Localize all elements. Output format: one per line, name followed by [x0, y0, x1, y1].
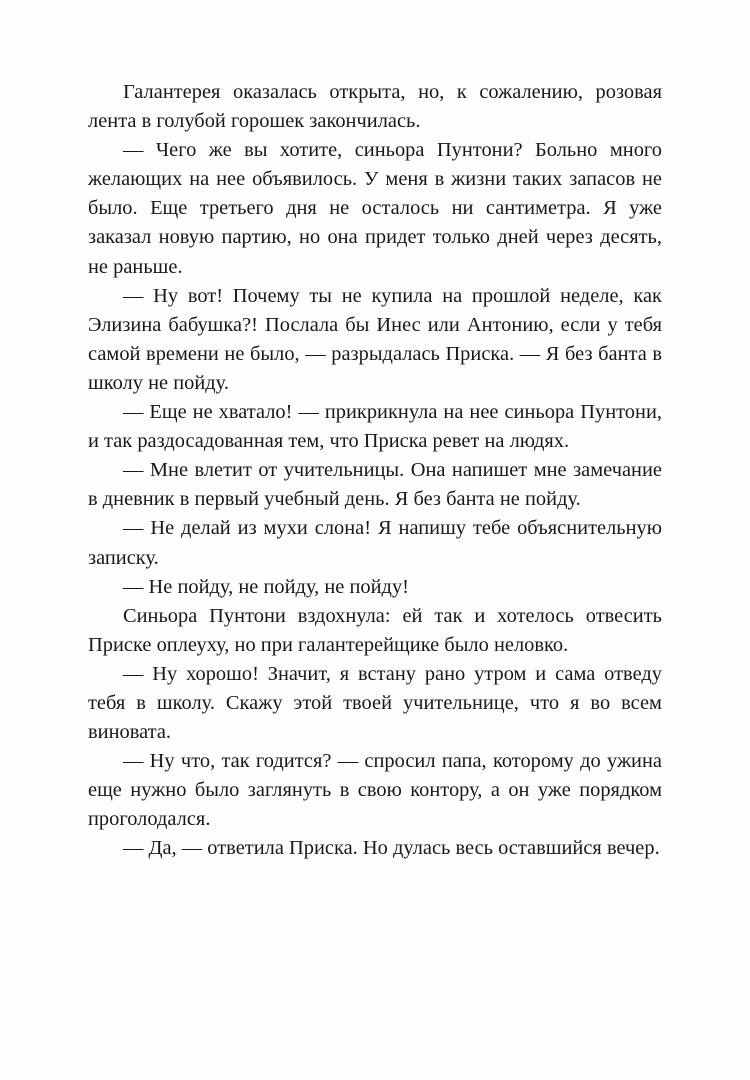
paragraph: — Ну что, так годится? — спросил папа, которому до ужина еще нужно было заглянуть в свою контору, а он уже порядком проголодался.	[88, 750, 662, 831]
paragraph: — Не пойду, не пойду, не пойду!	[123, 575, 409, 598]
paragraph: Синьора Пунтони вздохнула: ей так и хотелось отвесить Приске оплеуху, но при галантерейщике было неловко.	[88, 604, 662, 656]
paragraph: — Чего же вы хотите, синьора Пунтони? Больно много желающих на нее объявилось. У меня в жизни таких запасов не было. Еще третьего дня не осталось ни сантиметра. Я уже заказал новую партию, но она придет только дней через десять, не раньше.	[88, 139, 662, 278]
paragraph: — Ну вот! Почему ты не купила на прошлой неделе, как Элизина бабушка?! Послала бы Инес или Антонию, если у тебя самой времени не было, — разрыдалась Приска. — Я без банта в школу не пойду.	[88, 284, 662, 394]
paragraph: — Да, — ответила Приска. Но дулась весь оставшийся вечер.	[123, 837, 660, 860]
paragraph: — Мне влетит от учительницы. Она напишет мне замечание в дневник в первый учебный день. Я без банта не пойду.	[88, 459, 662, 511]
paragraph: Галантерея оказалась открыта, но, к сожалению, розовая лента в голубой горошек закончилась.	[88, 81, 662, 133]
paragraph: — Не делай из мухи слона! Я напишу тебе объяснительную записку.	[88, 517, 662, 569]
paragraph: — Еще не хватало! — прикрикнула на нее синьора Пунтони, и так раздосадованная тем, что Приска ревет на людях.	[88, 401, 662, 453]
body-text-block	[88, 78, 662, 864]
paragraph: — Ну хорошо! Значит, я встану рано утром и сама отведу тебя в школу. Скажу этой твоей учительнице, что я во всем виновата.	[88, 662, 662, 744]
